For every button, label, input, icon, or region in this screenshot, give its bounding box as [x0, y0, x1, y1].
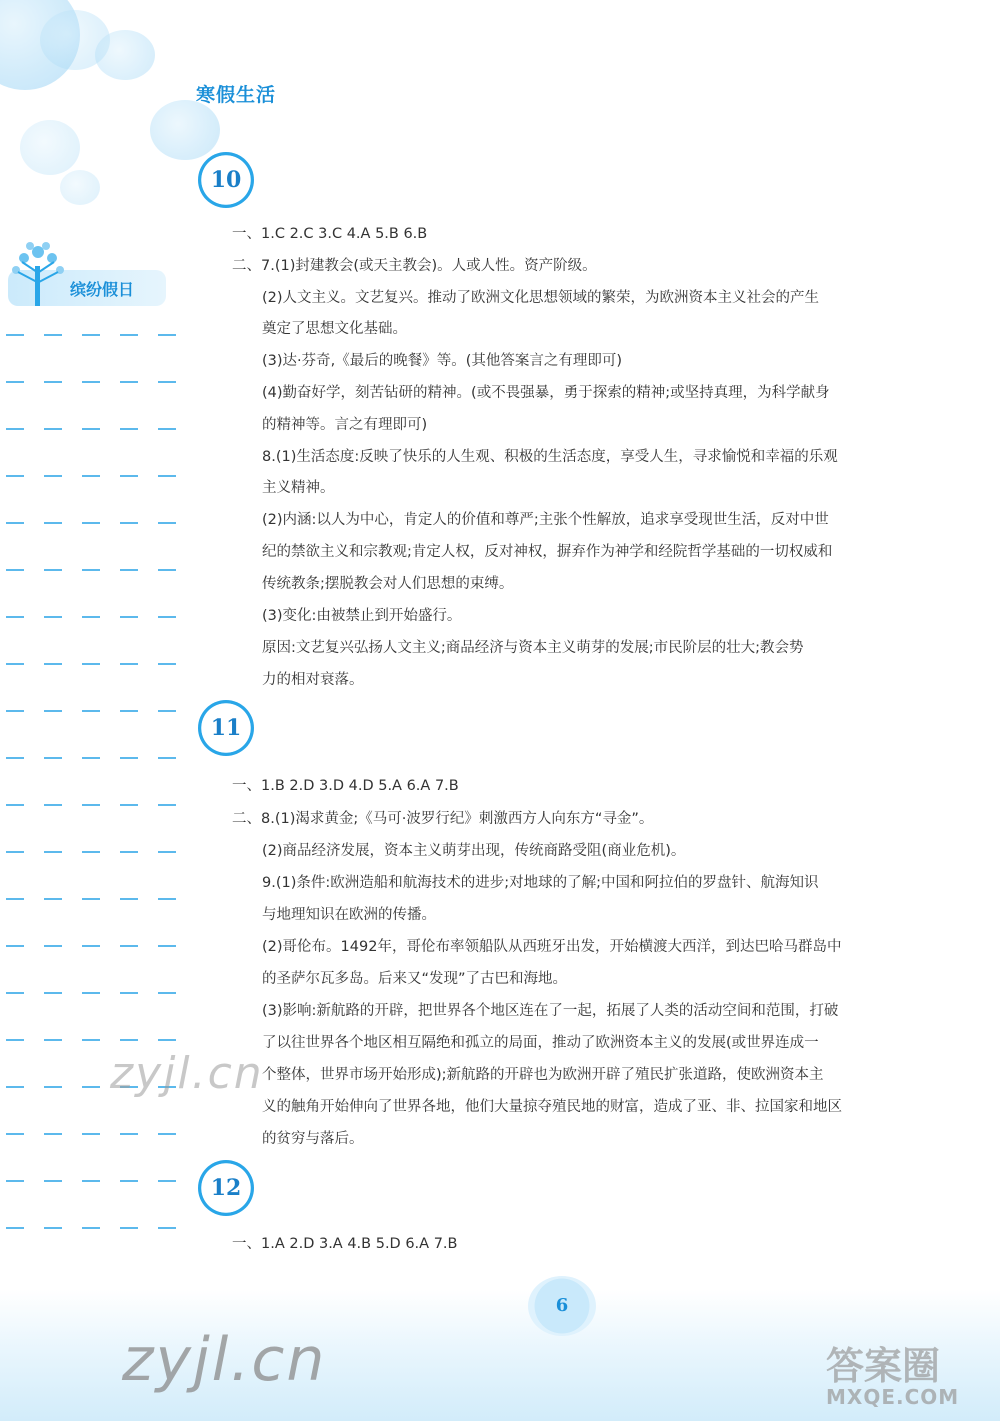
dash: [44, 522, 62, 524]
dash: [6, 710, 24, 712]
dash: [82, 1180, 100, 1182]
answer-line: 纪的禁欲主义和宗教观;肯定人权，反对神权，摒弃作为神学和经院哲学基础的一切权威和: [262, 544, 833, 560]
section-badge: [198, 152, 254, 208]
dash: [44, 616, 62, 618]
section-badge: [198, 1160, 254, 1216]
dash-row: [6, 945, 176, 947]
dash: [44, 992, 62, 994]
answer-line: (2)商品经济发展，资本主义萌芽出现，传统商路受阻(商业危机)。: [262, 843, 686, 859]
dash: [158, 804, 176, 806]
section-number: 12: [210, 1175, 242, 1201]
dash: [120, 1227, 138, 1229]
watermark-bottom-right-title: 答案圈: [826, 1344, 941, 1388]
page-number: 6: [528, 1276, 596, 1336]
answer-line: (2)哥伦布。1492年，哥伦布率领船队从西班牙出发，开始横渡大西洋，到达巴哈马群岛中: [262, 939, 842, 955]
dash: [44, 428, 62, 430]
dash-row: [6, 475, 176, 477]
dash: [158, 381, 176, 383]
dash: [44, 804, 62, 806]
answer-line: (3)影响:新航路的开辟，把世界各个地区连在了一起，拓展了人类的活动空间和范围，打破: [262, 1003, 839, 1019]
dash: [44, 334, 62, 336]
dash: [82, 522, 100, 524]
dash: [120, 1039, 138, 1041]
dash: [82, 663, 100, 665]
dash-row: [6, 1133, 176, 1135]
dash: [120, 945, 138, 947]
watermark-bottom-right-url: MXQE.COM: [826, 1385, 960, 1409]
section-number: 10: [210, 167, 242, 193]
answer-line: 二、8.(1)渴求黄金;《马可·波罗行纪》刺激西方人向东方“寻金”。: [232, 811, 654, 827]
answer-line: (3)达·芬奇,《最后的晚餐》等。(其他答案言之有理即可): [262, 353, 623, 369]
dash: [120, 522, 138, 524]
dash: [6, 992, 24, 994]
answer-line: (3)变化:由被禁止到开始盛行。: [262, 608, 462, 624]
dash: [6, 428, 24, 430]
dash: [158, 945, 176, 947]
dash: [158, 569, 176, 571]
answer-line: 一、1.B 2.D 3.D 4.D 5.A 6.A 7.B: [232, 778, 459, 794]
answer-line: 义的触角开始伸向了世界各地，他们大量掠夺殖民地的财富，造成了亚、非、拉国家和地区: [262, 1099, 842, 1115]
dash: [44, 945, 62, 947]
dash: [6, 663, 24, 665]
dash: [158, 334, 176, 336]
answer-line: 二、7.(1)封建教会(或天主教会)。人或人性。资产阶级。: [232, 258, 597, 274]
dash: [6, 945, 24, 947]
dash: [158, 428, 176, 430]
dash: [120, 851, 138, 853]
dash: [82, 569, 100, 571]
dash: [158, 475, 176, 477]
dash: [6, 1133, 24, 1135]
dash: [120, 428, 138, 430]
answer-line: 力的相对衰落。: [262, 672, 364, 688]
dash-row: [6, 569, 176, 571]
answer-line: 一、1.C 2.C 3.C 4.A 5.B 6.B: [232, 226, 428, 242]
dash: [158, 1133, 176, 1135]
dash: [6, 522, 24, 524]
answer-line: (2)内涵:以人为中心，肯定人的价值和尊严;主张个性解放，追求享受现世生活，反对中世: [262, 512, 829, 528]
dash: [158, 616, 176, 618]
dash: [82, 1133, 100, 1135]
dash: [120, 757, 138, 759]
dash-row: [6, 663, 176, 665]
dash: [82, 851, 100, 853]
dash: [44, 898, 62, 900]
dash: [44, 710, 62, 712]
dash: [158, 522, 176, 524]
dash: [6, 381, 24, 383]
dash: [6, 616, 24, 618]
dash: [6, 804, 24, 806]
header-title: 寒假生活: [196, 84, 277, 106]
answer-line: 个整体，世界市场开始形成);新航路的开辟也为欧洲开辟了殖民扩张道路，使欧洲资本主: [262, 1067, 824, 1083]
dash: [158, 1227, 176, 1229]
dash-row: [6, 522, 176, 524]
dash: [158, 851, 176, 853]
dash: [44, 757, 62, 759]
dash: [120, 1133, 138, 1135]
dash: [120, 710, 138, 712]
dash: [120, 663, 138, 665]
dash-row: [6, 992, 176, 994]
dash-row: [6, 334, 176, 336]
dash: [44, 663, 62, 665]
section-number: 11: [210, 715, 242, 741]
dash: [44, 475, 62, 477]
answer-line: 的贫穷与落后。: [262, 1131, 364, 1147]
dash: [158, 1180, 176, 1182]
dash: [82, 1227, 100, 1229]
dash: [120, 569, 138, 571]
dash: [120, 804, 138, 806]
dash: [82, 428, 100, 430]
dash: [82, 945, 100, 947]
dash-row: [6, 898, 176, 900]
dash: [120, 616, 138, 618]
dash: [6, 1086, 24, 1088]
dash: [158, 1039, 176, 1041]
dash: [44, 1086, 62, 1088]
dash: [6, 475, 24, 477]
dash: [82, 475, 100, 477]
dash-row: [6, 757, 176, 759]
dash: [82, 992, 100, 994]
dash: [6, 757, 24, 759]
dash: [6, 334, 24, 336]
dash: [158, 663, 176, 665]
dash: [158, 992, 176, 994]
dash-row: [6, 851, 176, 853]
answer-line: 原因:文艺复兴弘扬人文主义;商品经济与资本主义萌芽的发展;市民阶层的壮大;教会势: [262, 640, 804, 656]
dash: [82, 334, 100, 336]
dash: [82, 381, 100, 383]
dash: [44, 1180, 62, 1182]
answer-line: 传统教条;摆脱教会对人们思想的束缚。: [262, 576, 514, 592]
dash: [44, 851, 62, 853]
answer-line: (2)人文主义。文艺复兴。推动了欧洲文化思想领域的繁荣，为欧洲资本主义社会的产生: [262, 290, 820, 306]
dash: [158, 898, 176, 900]
dash: [6, 569, 24, 571]
dash: [82, 898, 100, 900]
sidebar-label: 缤纷假日: [70, 280, 135, 299]
dash: [6, 1227, 24, 1229]
dash-row: [6, 1039, 176, 1041]
dash: [120, 1180, 138, 1182]
dash: [6, 1180, 24, 1182]
dash: [6, 898, 24, 900]
answer-line: 的圣萨尔瓦多岛。后来又“发现”了古巴和海地。: [262, 971, 568, 987]
dash: [44, 1039, 62, 1041]
dash-row: [6, 381, 176, 383]
answer-line: 了以往世界各个地区相互隔绝和孤立的局面，推动了欧洲资本主义的发展(或世界连成一: [262, 1035, 819, 1051]
dash-row: [6, 616, 176, 618]
answer-line: 主义精神。: [262, 480, 335, 496]
dash-row: [6, 428, 176, 430]
dash-row: [6, 804, 176, 806]
dash: [44, 1133, 62, 1135]
dash: [44, 569, 62, 571]
answer-line: 的精神等。言之有理即可): [262, 417, 428, 433]
tree-icon: [8, 238, 68, 308]
dash: [158, 757, 176, 759]
dash: [120, 334, 138, 336]
dash: [120, 992, 138, 994]
dash: [44, 381, 62, 383]
answer-line: 与地理知识在欧洲的传播。: [262, 907, 436, 923]
dash: [120, 381, 138, 383]
answer-line: 9.(1)条件:欧洲造船和航海技术的进步;对地球的了解;中国和阿拉伯的罗盘针、航海知识: [262, 875, 819, 891]
answer-line: 8.(1)生活态度:反映了快乐的人生观、积极的生活态度，享受人生，寻求愉悦和幸福的乐观: [262, 449, 838, 465]
section-badge: [198, 700, 254, 756]
answer-line: 一、1.A 2.D 3.A 4.B 5.D 6.A 7.B: [232, 1236, 458, 1252]
dash: [6, 851, 24, 853]
dash: [82, 616, 100, 618]
dash: [82, 1039, 100, 1041]
dash: [82, 710, 100, 712]
dash: [82, 1086, 100, 1088]
dash: [120, 898, 138, 900]
dash: [82, 804, 100, 806]
dash-row: [6, 1227, 176, 1229]
dash: [6, 1039, 24, 1041]
watermark-mid: zyjl.cn: [110, 1048, 264, 1099]
watermark-bottom-left: zyjl.cn: [122, 1325, 327, 1395]
dash: [82, 757, 100, 759]
answer-line: (4)勤奋好学，刻苦钻研的精神。(或不畏强暴，勇于探索的精神;或坚持真理，为科学献身: [262, 385, 830, 401]
dash-row: [6, 1180, 176, 1182]
dash: [44, 1227, 62, 1229]
dash: [158, 710, 176, 712]
answer-line: 奠定了思想文化基础。: [262, 321, 407, 337]
dash-row: [6, 710, 176, 712]
dash: [120, 475, 138, 477]
